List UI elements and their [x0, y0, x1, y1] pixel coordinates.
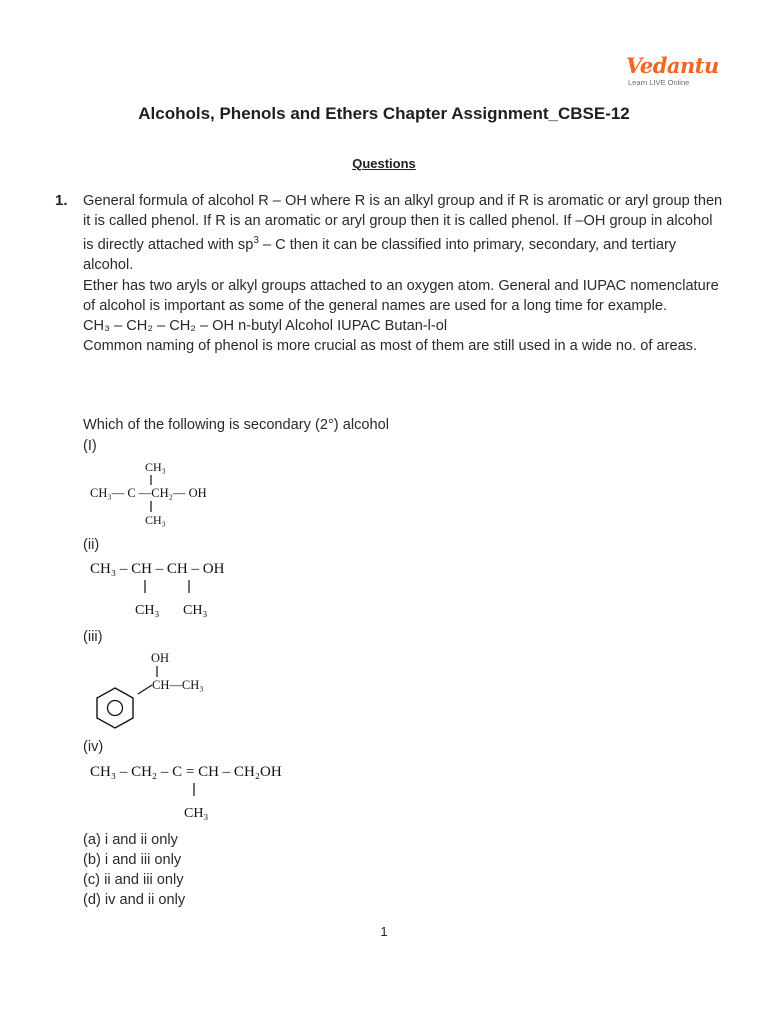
structure-label-iv: (iv) [83, 739, 104, 755]
structure-ii-methyl-1: CH₃ [135, 603, 160, 618]
question-number: 1. [55, 192, 68, 209]
para1-text: General formula of alcohol R – OH where R is an alkyl group and if R is aromatic or aryl group then it is called phenol. If R is an aromatic or aryl group then it is called phenol. If –OH group in alcohol is directly attached with sp [83, 193, 723, 254]
paragraph-ether: Ether has two aryls or alkyl groups attached to an oxygen atom. General and IUPAC nomenclature of alcohol is important as some of the general names are used for a long time for example. [83, 277, 719, 314]
structure-i-diagram [88, 458, 278, 530]
option-d: (d) iv and ii only [83, 892, 186, 908]
option-b: (b) i and iii only [83, 852, 182, 868]
structure-label-i: (I) [83, 438, 97, 454]
structure-i-bottom-group: CH₃ [145, 513, 166, 527]
option-c: (c) ii and iii only [83, 872, 184, 888]
structure-ii-main-chain: CH₃ – CH – CH – OH [90, 561, 225, 577]
question-body [83, 191, 723, 356]
para1-superscript: 3 [253, 235, 259, 247]
structure-iii-diagram [88, 646, 248, 732]
para1-text-end: – C then it can be classified into primary, secondary, and tertiary alcohol. [83, 237, 677, 274]
structure-label-iii: (iii) [83, 629, 103, 645]
logo-tagline: Learn LIVE Online [628, 78, 690, 87]
vedantu-logo [626, 53, 719, 87]
benzene-ring [97, 688, 133, 728]
logo-wordmark: Vedantu [626, 53, 719, 78]
paragraph-example: CH₃ – CH₂ – CH₂ – OH n-butyl Alcohol IUPAC Butan-l-ol [83, 318, 448, 335]
structure-i-top-group: CH₃ [145, 460, 166, 474]
structure-iv-diagram [88, 758, 338, 824]
section-heading: Questions [352, 156, 416, 171]
question-prompt: Which of the following is secondary (2°) alcohol [83, 417, 389, 433]
benzene-aromatic-circle [108, 701, 123, 716]
paragraph-phenol: Common naming of phenol is more crucial as most of them are still used in a wide no. of areas. [83, 338, 698, 355]
structure-ii-methyl-2: CH₃ [183, 603, 208, 618]
structure-iii-bond-ring [138, 685, 152, 694]
paragraph-general-formula [83, 191, 723, 276]
structure-iv-methyl: CH₃ [184, 806, 209, 821]
structure-iii-hydroxyl: OH [151, 651, 170, 665]
structure-iii-side-chain: CH—CH₃ [152, 678, 204, 692]
structure-label-ii: (ii) [83, 537, 100, 553]
structure-ii-diagram [88, 556, 278, 622]
structure-iv-main-chain: CH₃ – CH₂ – C = CH – CH₂OH [90, 764, 282, 780]
document-title: Alcohols, Phenols and Ethers Chapter Assignment_CBSE-12 [138, 104, 630, 123]
page-number: 1 [380, 924, 388, 939]
option-a: (a) i and ii only [83, 832, 178, 848]
structure-i-main-chain: CH₃— C —CH₂— OH [90, 486, 207, 500]
